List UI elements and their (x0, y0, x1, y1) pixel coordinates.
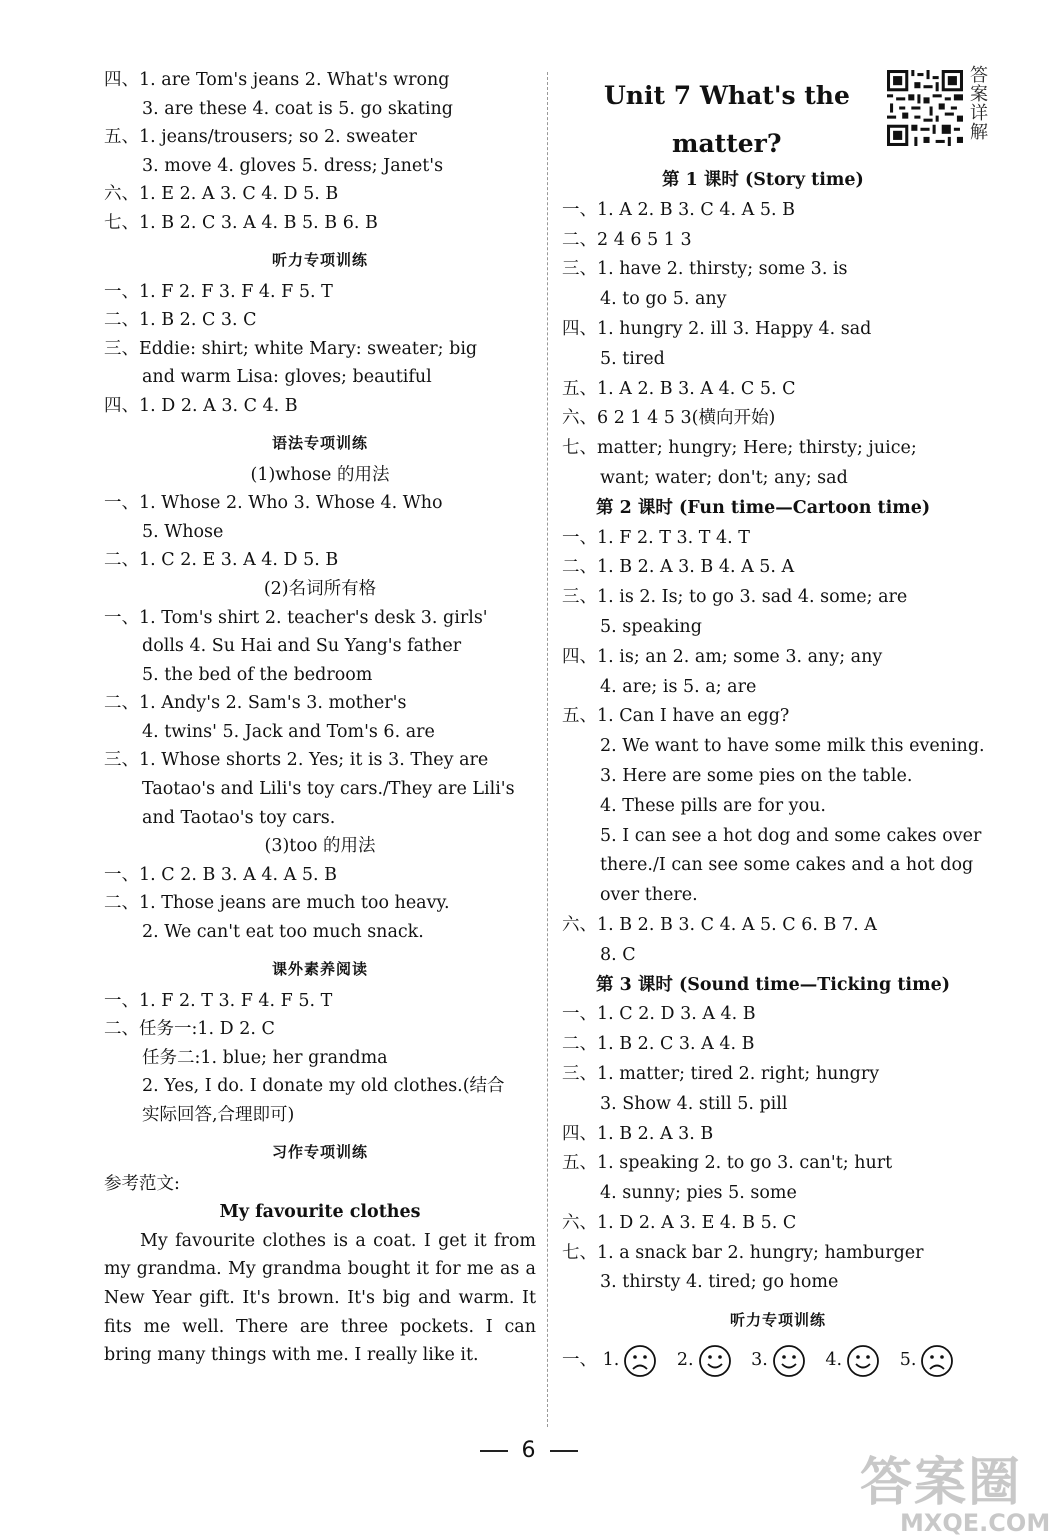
answer-line: 三、Eddie: shirt; white Mary: sweater; big (104, 338, 478, 359)
faces-prefix: 一、 (562, 1350, 597, 1371)
answer-line: 4. to go 5. any (600, 289, 727, 310)
reference-label: 参考范文: (104, 1173, 180, 1194)
answer-line: 5. speaking (600, 616, 702, 637)
watermark-url: MXQE.COM (900, 1509, 1051, 1537)
answer-line: 六、1. E 2. A 3. C 4. D 5. B (104, 184, 339, 205)
answer-line: 4. sunny; pies 5. some (600, 1183, 797, 1204)
answer-line: 二、任务一:1. D 2. C (104, 1019, 275, 1040)
answer-line: 一、1. C 2. B 3. A 4. A 5. B (104, 864, 337, 885)
face-item (900, 1350, 969, 1370)
answer-line: 五、1. jeans/trousers; so 2. sweater (104, 127, 417, 148)
answer-line: over there. (600, 885, 698, 906)
answer-line: 2. We want to have some milk this evening. (600, 736, 985, 757)
answer-line: 一、1. Tom's shirt 2. teacher's desk 3. girls' (104, 607, 488, 628)
face-number: 3. (751, 1350, 768, 1371)
page-number-dash (480, 1450, 508, 1452)
answer-line: 2. Yes, I do. I donate my old clothes.(结合 (142, 1076, 505, 1097)
answer-line: 5. the bed of the bedroom (142, 664, 373, 685)
answer-line: 二、1. B 2. C 3. A 4. B (562, 1034, 755, 1055)
answer-line: and warm Lisa: gloves; beautiful (142, 367, 432, 388)
answer-line: 六、1. D 2. A 3. E 4. B 5. C (562, 1212, 797, 1233)
answer-line: 三、1. Whose shorts 2. Yes; it is 3. They are (104, 750, 489, 771)
sad-face-icon (920, 1344, 954, 1378)
answer-line: 3. move 4. gloves 5. dress; Janet's (142, 155, 444, 176)
answer-line: 5. tired (600, 348, 665, 369)
answer-line: there./I can see some cakes and a hot dog (600, 855, 974, 876)
answer-line: 3. Here are some pies on the table. (600, 765, 913, 786)
answer-line: 4. are; is 5. a; are (600, 676, 757, 697)
page-number-value: 6 (521, 1438, 536, 1463)
answer-line: 3. thirsty 4. tired; go home (600, 1272, 839, 1293)
answer-line: 四、1. hungry 2. ill 3. Happy 4. sad (562, 318, 872, 339)
answer-line: 五、1. Can I have an egg? (562, 706, 790, 727)
unit-title-cont: matter? (672, 129, 782, 158)
answer-line: 七、1. a snack bar 2. hungry; hamburger (562, 1242, 924, 1263)
answer-line: 三、1. is 2. Is; to go 3. sad 4. some; are (562, 587, 908, 608)
subsection-title: (1)whose 的用法 (250, 464, 390, 485)
answer-line: 二、1. B 2. A 3. B 4. A 5. A (562, 557, 795, 578)
happy-face-icon (698, 1344, 732, 1378)
answer-line: 七、1. B 2. C 3. A 4. B 5. B 6. B (104, 212, 378, 233)
essay-body: My favourite clothes is a coat. I get it from my grandma. My grandma bought it for me as a New Year gift. It's brown. It's big and warm. It fits me well. There are three pockets. I can bring many things with me. I really like it. (104, 1230, 536, 1366)
answer-line: 二、1. Andy's 2. Sam's 3. mother's (104, 693, 407, 714)
answer-line: 一、1. Whose 2. Who 3. Whose 4. Who (104, 493, 443, 514)
answer-line: 二、1. Those jeans are much too heavy. (104, 893, 450, 914)
answer-line: 三、1. matter; tired 2. right; hungry (562, 1063, 880, 1084)
answer-line: 六、1. B 2. B 3. C 4. A 5. C 6. B 7. A (562, 914, 877, 935)
happy-face-icon (772, 1344, 806, 1378)
happy-face-icon (846, 1344, 880, 1378)
qr-label: 答案详解 (970, 65, 988, 143)
section-title-listening: 听力专项训练 (729, 1311, 826, 1330)
column-divider (547, 72, 548, 1427)
section-title-reading: 课外素养阅读 (271, 959, 368, 978)
face-number: 2. (676, 1350, 694, 1371)
answer-line: 一、1. C 2. D 3. A 4. B (562, 1004, 756, 1025)
answer-line: 5. I can see a hot dog and some cakes over (600, 825, 982, 846)
lesson-title: 第 3 课时 (Sound time—Ticking time) (596, 974, 951, 995)
lesson-title: 第 1 课时 (Story time) (662, 170, 864, 190)
answer-line: 一、1. F 2. T 3. F 4. F 5. T (104, 990, 333, 1011)
answer-line: 六、6 2 1 4 5 3(横向开始) (562, 408, 776, 429)
section-title-listening: 听力专项训练 (271, 250, 368, 269)
face-item (825, 1350, 894, 1370)
answer-line: 三、1. have 2. thirsty; some 3. is (562, 259, 848, 280)
left-column (104, 66, 536, 1370)
answer-line: 四、1. is; an 2. am; some 3. any; any (562, 646, 883, 667)
answer-line: want; water; don't; any; sad (600, 467, 848, 488)
face-item (603, 1350, 672, 1370)
answer-line: 一、1. F 2. T 3. T 4. T (562, 527, 750, 548)
qr-code-icon (887, 70, 963, 146)
answer-line: Taotao's and Lili's toy cars./They are Lili's (142, 779, 515, 800)
answer-line: dolls 4. Su Hai and Su Yang's father (142, 636, 462, 657)
answer-line: 五、1. speaking 2. to go 3. can't; hurt (562, 1153, 893, 1174)
faces-line (562, 1338, 994, 1382)
answer-line: 4. twins' 5. Jack and Tom's 6. are (142, 721, 435, 742)
answer-line: 2. We can't eat too much snack. (142, 922, 424, 943)
unit-title: Unit 7 What's the (604, 81, 850, 110)
answer-line: and Taotao's toy cars. (142, 807, 336, 828)
answer-line: 8. C (600, 944, 636, 965)
watermark-logo (860, 1440, 1050, 1537)
face-item (751, 1350, 820, 1370)
answer-line: 4. These pills are for you. (600, 795, 826, 816)
subsection-title: (3)too 的用法 (264, 836, 376, 857)
answer-line: 四、1. are Tom's jeans 2. What's wrong (104, 70, 450, 90)
answer-line: 5. Whose (142, 521, 224, 542)
face-number: 4. (825, 1350, 843, 1371)
watermark-text: 答案圈 (860, 1453, 1023, 1513)
answer-line: 实际回答,合理即可) (142, 1105, 295, 1125)
answer-line: 四、1. D 2. A 3. C 4. B (104, 395, 298, 416)
answer-line: 3. Show 4. still 5. pill (600, 1093, 788, 1114)
face-number: 5. (899, 1350, 917, 1371)
answer-line: 七、matter; hungry; Here; thirsty; juice; (562, 438, 917, 459)
subsection-title: (2)名词所有格 (263, 578, 377, 599)
lesson-title: 第 2 课时 (Fun time—Cartoon time) (596, 497, 931, 518)
right-column (562, 65, 994, 1382)
answer-line: 任务二:1. blue; her grandma (142, 1047, 388, 1068)
essay-title: My favourite clothes (219, 1202, 421, 1223)
face-item (677, 1350, 746, 1370)
answer-line: 五、1. A 2. B 3. A 4. C 5. C (562, 378, 796, 399)
answer-line: 3. are these 4. coat is 5. go skating (142, 98, 453, 119)
answer-line: 二、1. B 2. C 3. C (104, 310, 257, 331)
answer-line: 二、2 4 6 5 1 3 (562, 229, 692, 250)
face-number: 1. (602, 1350, 620, 1371)
answer-line: 一、1. A 2. B 3. C 4. A 5. B (562, 199, 795, 220)
answer-line: 四、1. B 2. A 3. B (562, 1123, 714, 1144)
section-title-writing: 习作专项训练 (271, 1142, 368, 1161)
answer-line: 一、1. F 2. F 3. F 4. F 5. T (104, 281, 333, 302)
page-number-dash (550, 1450, 578, 1452)
answer-line: 二、1. C 2. E 3. A 4. D 5. B (104, 550, 339, 571)
sad-face-icon (623, 1344, 657, 1378)
section-title-grammar: 语法专项训练 (271, 433, 368, 452)
